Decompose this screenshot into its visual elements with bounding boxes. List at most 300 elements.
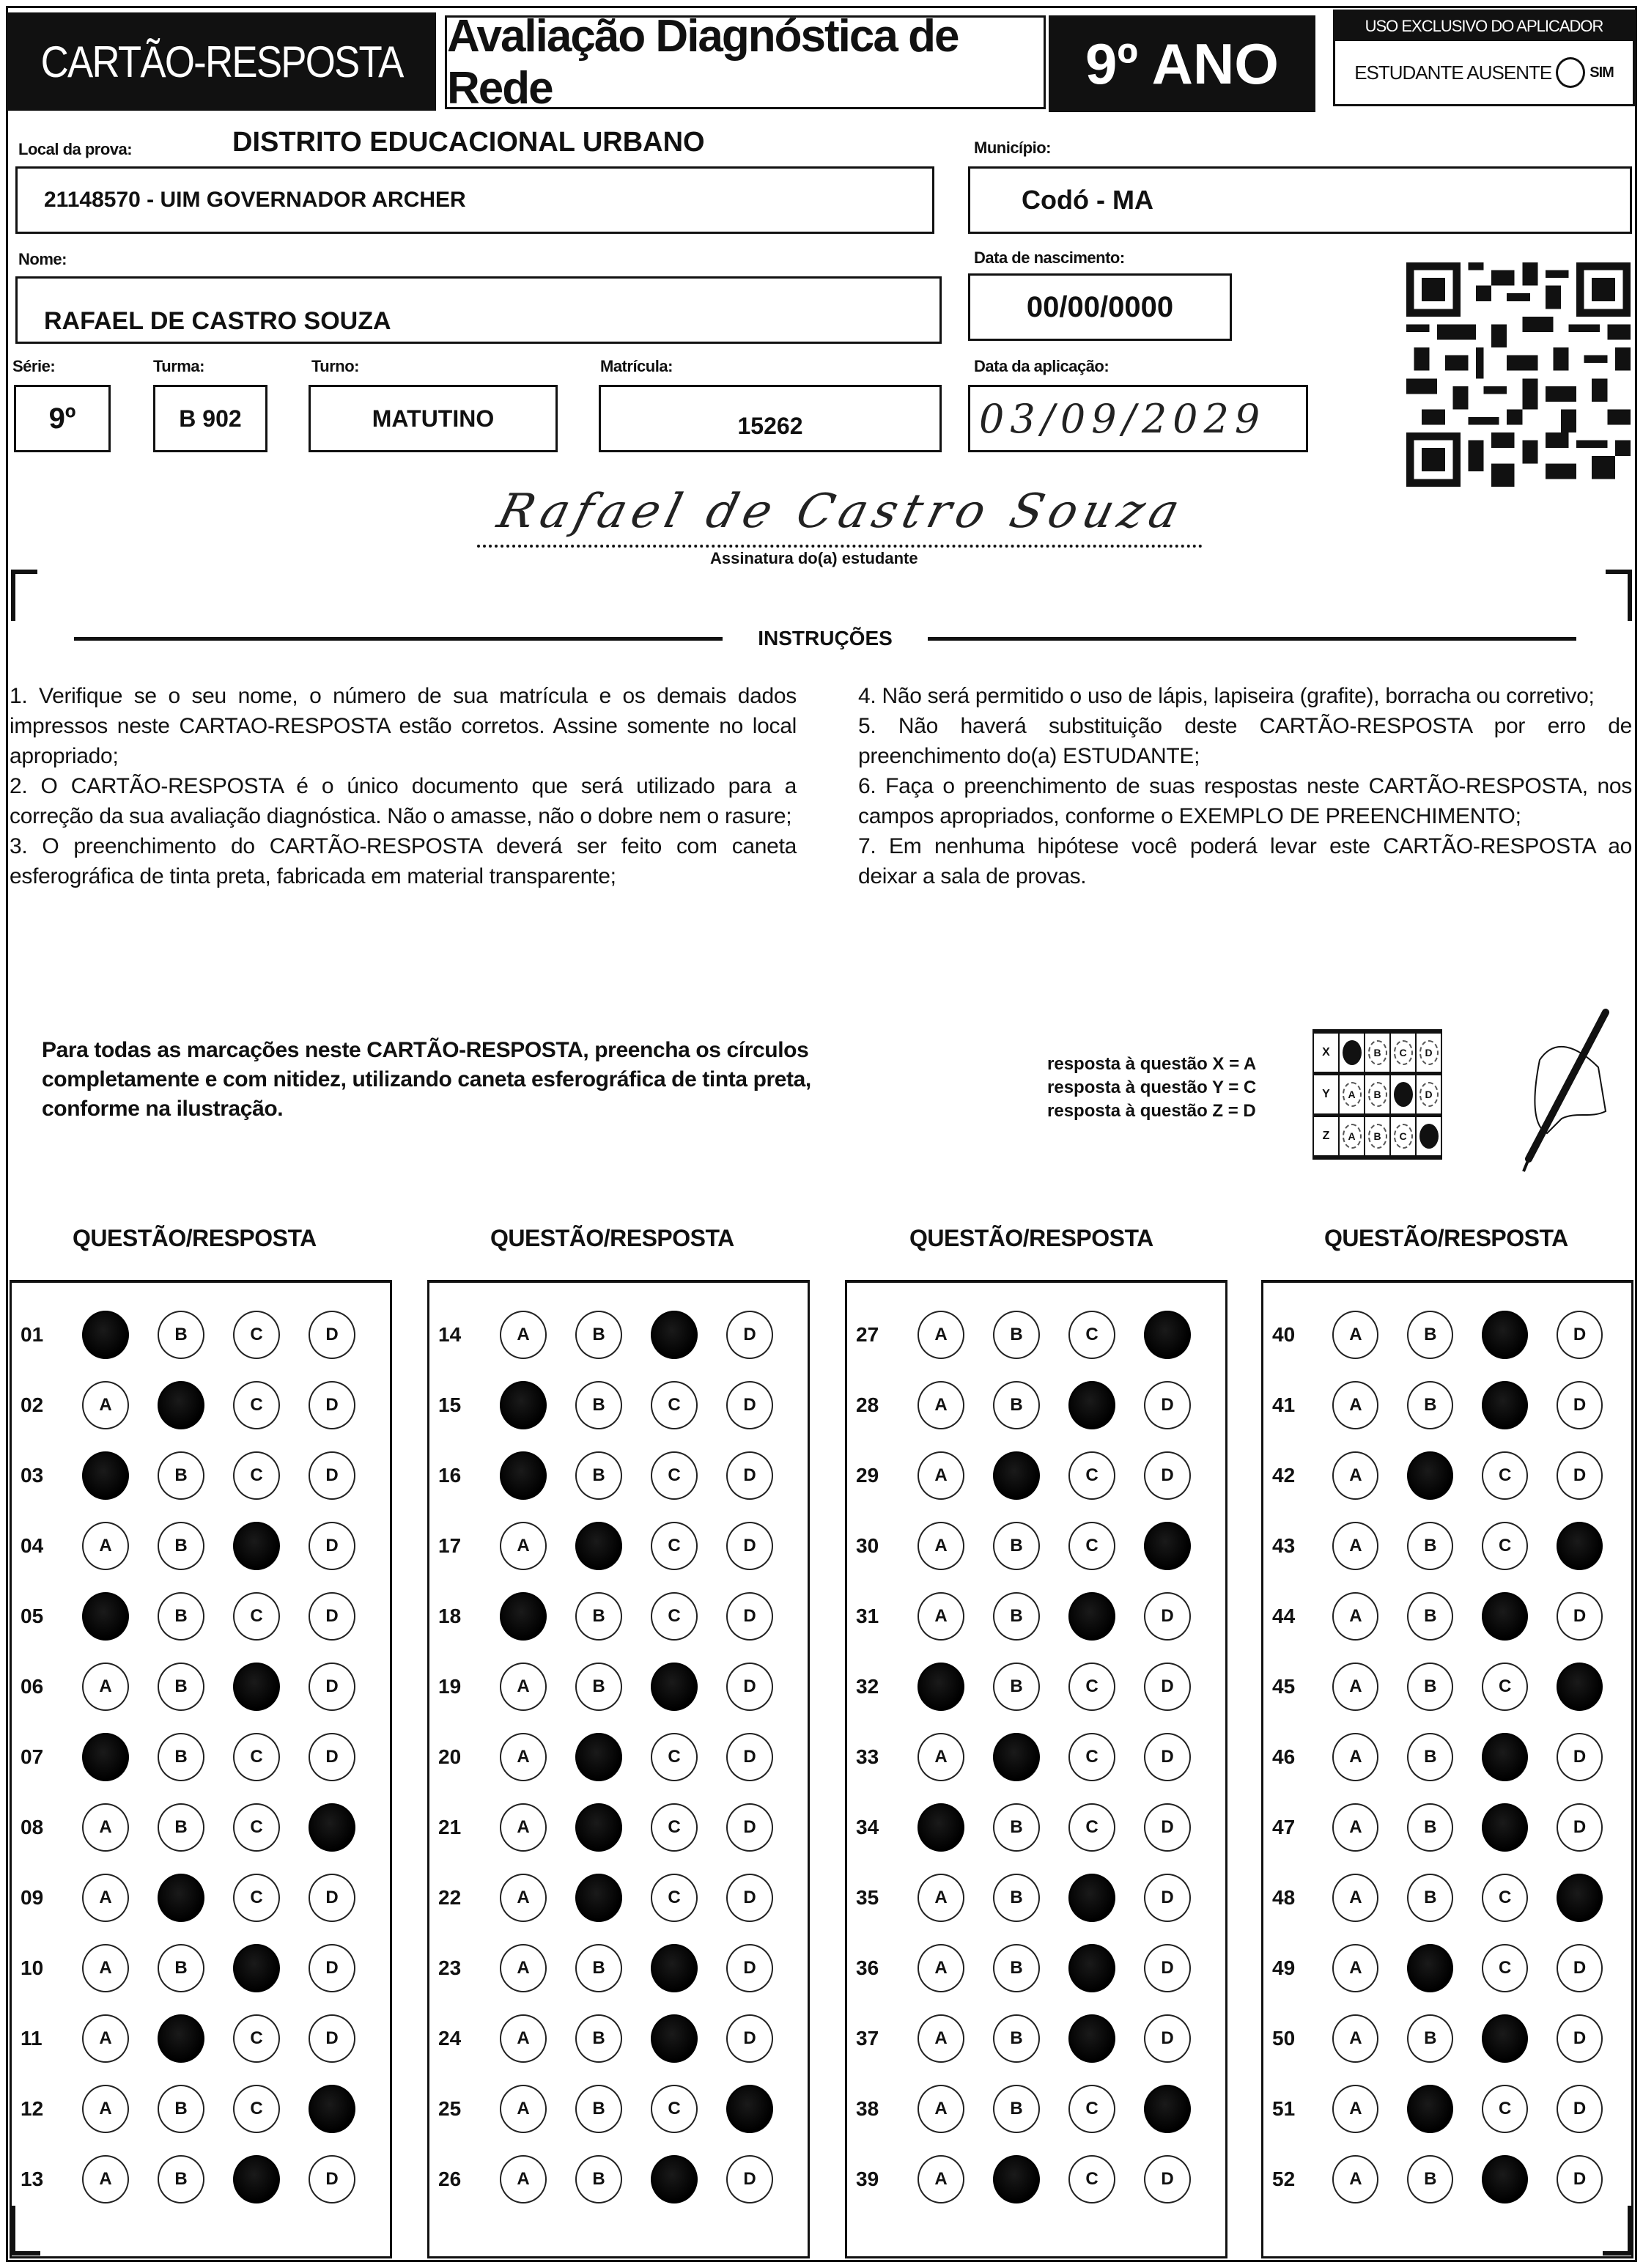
answer-bubble-d[interactable]: D [1557, 1451, 1603, 1500]
answer-bubble-a[interactable]: A [500, 2014, 547, 2063]
hand-pencil-icon [1510, 1009, 1613, 1177]
answer-bubble-c[interactable]: C [1482, 1522, 1528, 1570]
answer-bubble-b[interactable]: B [158, 2085, 204, 2133]
answer-bubble-c[interactable]: C [1482, 2085, 1528, 2133]
answer-bubble-d[interactable]: D [309, 1522, 355, 1570]
answer-bubble-c[interactable]: C [233, 1592, 280, 1641]
example-row [1312, 1113, 1442, 1155]
answer-bubble-a[interactable]: A [500, 2155, 547, 2203]
example-bubble-a: A [1343, 1082, 1362, 1107]
answer-bubble-d[interactable]: D [1557, 2014, 1603, 2063]
answer-bubble-d[interactable]: D [1557, 2085, 1603, 2133]
answer-bubble-b[interactable] [575, 1522, 622, 1570]
application-date-field: 03/09/2029 [968, 385, 1308, 452]
question-number: 01 [21, 1323, 44, 1346]
signature-area[interactable] [477, 485, 1203, 572]
answer-bubble-b[interactable] [158, 1381, 204, 1429]
example-cell [1340, 1117, 1365, 1155]
question-row [1263, 1733, 1631, 1781]
answer-bubble-c[interactable]: C [1068, 1311, 1115, 1359]
class-label: Turma: [153, 357, 204, 375]
answer-bubble-a[interactable] [82, 1592, 129, 1641]
answer-bubble-d[interactable]: D [309, 1311, 355, 1359]
example-cell [1391, 1117, 1417, 1155]
answer-bubble-a[interactable]: A [1332, 1311, 1378, 1359]
answer-bubble-d[interactable] [726, 2085, 773, 2133]
answer-bubble-b[interactable]: B [1407, 2014, 1453, 2063]
answer-bubble-d[interactable]: D [1144, 1733, 1191, 1781]
question-row [1263, 2014, 1631, 2063]
answer-bubble-c[interactable]: C [651, 1733, 698, 1781]
answer-bubble-b[interactable]: B [158, 1944, 204, 1992]
answer-bubble-b[interactable]: B [158, 1592, 204, 1641]
answer-bubble-b[interactable] [158, 2014, 204, 2063]
example-row [1312, 1034, 1442, 1072]
answer-bubble-a[interactable]: A [500, 1944, 547, 1992]
question-row [12, 1663, 390, 1711]
answer-bubble-b[interactable] [993, 1451, 1040, 1500]
answer-bubble-d[interactable]: D [726, 2155, 773, 2203]
answer-bubble-d[interactable]: D [309, 1663, 355, 1711]
answer-bubble-c[interactable] [1482, 1381, 1528, 1429]
example-cell [1417, 1117, 1442, 1155]
answer-bubble-b[interactable]: B [1407, 1803, 1453, 1852]
answer-bubble-d[interactable]: D [1557, 1733, 1603, 1781]
answer-bubble-c[interactable] [1482, 2155, 1528, 2203]
answer-bubble-b[interactable]: B [575, 2155, 622, 2203]
question-number: 23 [438, 1956, 462, 1979]
example-bubble-c: C [1394, 1040, 1413, 1065]
answer-bubble-b[interactable]: B [993, 1874, 1040, 1922]
answer-bubble-a[interactable] [918, 1663, 964, 1711]
instructions-heading [74, 624, 1576, 653]
answer-bubble-b[interactable]: B [158, 1451, 204, 1500]
answer-bubble-a[interactable]: A [500, 1733, 547, 1781]
answer-bubble-a[interactable]: A [500, 1874, 547, 1922]
answer-bubble-c[interactable]: C [1482, 1944, 1528, 1992]
answer-bubble-b[interactable]: B [993, 1944, 1040, 1992]
answer-bubble-a[interactable] [500, 1451, 547, 1500]
answer-bubble-c[interactable] [233, 2155, 280, 2203]
question-row [12, 1733, 390, 1781]
answer-bubble-a[interactable]: A [82, 2014, 129, 2063]
answer-bubble-a[interactable]: A [1332, 2014, 1378, 2063]
answer-bubble-c[interactable]: C [651, 1803, 698, 1852]
answer-bubble-b[interactable]: B [1407, 1663, 1453, 1711]
question-number: 47 [1272, 1816, 1296, 1838]
question-row [1263, 1874, 1631, 1922]
answer-bubble-c[interactable]: C [233, 1874, 280, 1922]
answer-bubble-a[interactable]: A [1332, 1381, 1378, 1429]
answer-bubble-a[interactable]: A [918, 1451, 964, 1500]
example-cell [1365, 1034, 1391, 1072]
question-number: 21 [438, 1816, 462, 1838]
question-row [12, 1381, 390, 1429]
series-field: 9º [14, 385, 111, 452]
enrollment-label: Matrícula: [600, 357, 673, 375]
answer-bubble-d[interactable]: D [726, 1522, 773, 1570]
question-row [847, 2014, 1225, 2063]
answer-bubble-c[interactable] [1482, 1803, 1528, 1852]
answer-bubble-c[interactable]: C [233, 1803, 280, 1852]
answer-bubble-d[interactable] [1144, 1522, 1191, 1570]
answer-bubble-c[interactable]: C [1068, 1733, 1115, 1781]
example-legend [1047, 1053, 1256, 1123]
answer-bubble-a[interactable]: A [918, 1522, 964, 1570]
question-number: 49 [1272, 1956, 1296, 1979]
answer-bubble-c[interactable]: C [651, 1592, 698, 1641]
answer-bubble-b[interactable] [1407, 1451, 1453, 1500]
name-label: Nome: [18, 250, 67, 268]
answer-bubble-b[interactable] [1407, 1944, 1453, 1992]
example-cell [1417, 1034, 1442, 1072]
answer-bubble-b[interactable]: B [993, 1381, 1040, 1429]
answer-bubble-b[interactable] [158, 1874, 204, 1922]
answer-bubble-c[interactable]: C [651, 1381, 698, 1429]
answer-bubble-b[interactable]: B [575, 1663, 622, 1711]
answer-bubble-a[interactable]: A [918, 1874, 964, 1922]
question-row [429, 1311, 808, 1359]
answer-bubble-c[interactable]: C [233, 1381, 280, 1429]
signature-label: Assinatura do(a) estudante [710, 549, 918, 567]
answer-bubble-d[interactable]: D [726, 1663, 773, 1711]
answer-bubble-c[interactable]: C [233, 1733, 280, 1781]
answer-bubble-b[interactable]: B [1407, 1381, 1453, 1429]
answer-bubble-d[interactable]: D [309, 2014, 355, 2063]
absent-label: ESTUDANTE AUSENTE [1354, 61, 1552, 84]
answer-bubble-d[interactable]: D [726, 1381, 773, 1429]
answer-bubble-c[interactable] [1482, 1311, 1528, 1359]
question-number: 04 [21, 1534, 44, 1557]
answer-bubble-c[interactable] [1068, 1592, 1115, 1641]
answer-bubble-a[interactable]: A [918, 1311, 964, 1359]
enrollment-field: 15262 [599, 385, 942, 452]
answer-bubble-d[interactable]: D [1557, 1381, 1603, 1429]
answer-bubble-c[interactable]: C [1068, 1803, 1115, 1852]
answer-bubble-d[interactable]: D [726, 1733, 773, 1781]
answer-bubble-d[interactable] [309, 1803, 355, 1852]
answer-bubble-c[interactable]: C [1068, 2085, 1115, 2133]
example-bubble-d [1419, 1124, 1439, 1149]
answer-bubble-d[interactable]: D [1144, 1803, 1191, 1852]
answer-bubble-a[interactable]: A [82, 2085, 129, 2133]
question-number: 40 [1272, 1323, 1296, 1346]
shift-label: Turno: [311, 357, 360, 375]
example-row-label: Z [1314, 1117, 1340, 1155]
answer-column-4 [1261, 1280, 1633, 2258]
answer-bubble-d[interactable]: D [1557, 1592, 1603, 1641]
question-number: 19 [438, 1675, 462, 1698]
answer-bubble-c[interactable] [233, 1522, 280, 1570]
answer-bubble-b[interactable] [575, 1733, 622, 1781]
answer-bubble-b[interactable]: B [158, 2155, 204, 2203]
answer-bubble-b[interactable] [993, 2155, 1040, 2203]
answer-bubble-a[interactable]: A [500, 1803, 547, 1852]
answer-bubble-b[interactable]: B [575, 2085, 622, 2133]
example-cell [1340, 1034, 1365, 1072]
answer-bubble-d[interactable]: D [726, 1592, 773, 1641]
question-number: 07 [21, 1745, 44, 1768]
question-row [1263, 2155, 1631, 2203]
answer-bubble-c[interactable] [1068, 1874, 1115, 1922]
answer-bubble-d[interactable]: D [1144, 1944, 1191, 1992]
answer-bubble-c[interactable]: C [651, 1451, 698, 1500]
answer-bubble-c[interactable] [651, 1663, 698, 1711]
answer-bubble-a[interactable]: A [82, 2155, 129, 2203]
answer-bubble-c[interactable] [651, 2155, 698, 2203]
series-label: Série: [12, 357, 56, 375]
answer-bubble-a[interactable]: A [82, 1663, 129, 1711]
answer-bubble-c[interactable]: C [1068, 1663, 1115, 1711]
answer-bubble-a[interactable]: A [500, 1663, 547, 1711]
answer-bubble-a[interactable]: A [82, 1381, 129, 1429]
corner-mark-top-left-v [11, 570, 15, 621]
absent-option-label: SIM [1590, 64, 1614, 81]
answer-bubble-c[interactable]: C [1068, 2155, 1115, 2203]
answer-bubble-b[interactable]: B [1407, 1311, 1453, 1359]
answer-bubble-d[interactable]: D [1144, 1663, 1191, 1711]
answer-bubble-d[interactable]: D [726, 1451, 773, 1500]
answer-bubble-a[interactable] [82, 1311, 129, 1359]
question-number: 15 [438, 1393, 462, 1416]
answer-bubble-d[interactable] [309, 2085, 355, 2133]
answer-bubble-c[interactable]: C [651, 1874, 698, 1922]
answer-bubble-d[interactable]: D [726, 1874, 773, 1922]
answer-bubble-a[interactable] [500, 1592, 547, 1641]
answer-bubble-c[interactable]: C [233, 1311, 280, 1359]
answer-bubble-b[interactable]: B [993, 1663, 1040, 1711]
question-number: 35 [856, 1886, 879, 1909]
answer-bubble-b[interactable]: B [575, 1311, 622, 1359]
answer-bubble-b[interactable]: B [993, 1311, 1040, 1359]
question-number: 11 [21, 2027, 43, 2050]
answer-bubble-b[interactable]: B [1407, 1874, 1453, 1922]
answer-bubble-a[interactable]: A [500, 1522, 547, 1570]
question-row [847, 1944, 1225, 1992]
instruction-item: 5. Não haverá substituição deste CARTÃO-RESPOSTA por erro de preenchimento do(a) ESTUDANTE; [858, 714, 1632, 768]
answer-bubble-a[interactable]: A [1332, 1592, 1378, 1641]
instruction-item: 4. Não será permitido o uso de lápis, lapiseira (grafite), borracha ou corretivo; [858, 684, 1595, 708]
answer-bubble-a[interactable]: A [1332, 1451, 1378, 1500]
answer-bubble-b[interactable] [575, 1874, 622, 1922]
answer-bubble-d[interactable]: D [1144, 1592, 1191, 1641]
answer-bubble-d[interactable]: D [1144, 2155, 1191, 2203]
answer-bubble-d[interactable]: D [309, 2155, 355, 2203]
answer-bubble-c[interactable] [1068, 1381, 1115, 1429]
answer-bubble-c[interactable]: C [233, 1451, 280, 1500]
answer-bubble-d[interactable]: D [1144, 2014, 1191, 2063]
answer-bubble-a[interactable]: A [918, 1592, 964, 1641]
answer-bubble-c[interactable]: C [1068, 1522, 1115, 1570]
answer-bubble-d[interactable]: D [726, 1944, 773, 1992]
answer-bubble-c[interactable] [1482, 2014, 1528, 2063]
question-row [1263, 1803, 1631, 1852]
answer-bubble-b[interactable]: B [1407, 1522, 1453, 1570]
answer-bubble-d[interactable]: D [309, 1381, 355, 1429]
answer-bubble-c[interactable]: C [233, 2014, 280, 2063]
question-row [12, 2014, 390, 2063]
answer-bubble-c[interactable]: C [651, 1522, 698, 1570]
question-row [12, 2085, 390, 2133]
question-number: 16 [438, 1464, 462, 1487]
answer-bubble-d[interactable]: D [309, 1733, 355, 1781]
answer-bubble-a[interactable]: A [82, 1803, 129, 1852]
answer-bubble-a[interactable]: A [82, 1874, 129, 1922]
answer-bubble-c[interactable] [1482, 1733, 1528, 1781]
answer-bubble-a[interactable]: A [918, 1944, 964, 1992]
answer-bubble-d[interactable]: D [309, 1874, 355, 1922]
answer-bubble-b[interactable]: B [158, 1311, 204, 1359]
instruction-item: 7. Em nenhuma hipótese você poderá levar este CARTÃO-RESPOSTA ao deixar a sala de provas. [858, 834, 1632, 888]
answer-bubble-b[interactable]: B [158, 1733, 204, 1781]
question-number: 10 [21, 1956, 44, 1979]
question-row [847, 1522, 1225, 1570]
answer-bubble-d[interactable]: D [726, 1311, 773, 1359]
example-legend-item: resposta à questão Z = D [1047, 1101, 1256, 1121]
answer-bubble-a[interactable]: A [1332, 1944, 1378, 1992]
example-bubble-c: C [1394, 1124, 1413, 1149]
answer-bubble-a[interactable]: A [1332, 2085, 1378, 2133]
answer-bubble-a[interactable]: A [918, 2155, 964, 2203]
answer-bubble-d[interactable]: D [726, 1803, 773, 1852]
answer-bubble-b[interactable]: B [575, 1451, 622, 1500]
answer-bubble-c[interactable]: C [1068, 1451, 1115, 1500]
answer-bubble-a[interactable] [82, 1733, 129, 1781]
answer-bubble-c[interactable] [651, 1944, 698, 1992]
answer-bubble-d[interactable]: D [726, 2014, 773, 2063]
answer-bubble-d[interactable] [1557, 1874, 1603, 1922]
answer-bubble-d[interactable] [1557, 1663, 1603, 1711]
answer-bubble-d[interactable] [1144, 1311, 1191, 1359]
question-number: 52 [1272, 2168, 1296, 2190]
question-number: 28 [856, 1393, 879, 1416]
example-cell [1365, 1117, 1391, 1155]
answer-bubble-b[interactable] [575, 1803, 622, 1852]
answer-bubble-d[interactable]: D [1557, 1803, 1603, 1852]
answer-bubble-b[interactable]: B [993, 1522, 1040, 1570]
question-row [12, 1944, 390, 1992]
question-number: 34 [856, 1816, 879, 1838]
column-title: QUESTÃO/RESPOSTA [490, 1225, 734, 1251]
answer-bubble-b[interactable]: B [575, 1381, 622, 1429]
answer-bubble-b[interactable] [1407, 2085, 1453, 2133]
answer-bubble-a[interactable] [500, 1381, 547, 1429]
question-row [429, 2014, 808, 2063]
answer-bubble-d[interactable]: D [1557, 1311, 1603, 1359]
answer-bubble-b[interactable]: B [575, 1944, 622, 1992]
absent-radio[interactable] [1556, 57, 1585, 88]
answer-bubble-a[interactable]: A [918, 1381, 964, 1429]
answer-bubble-d[interactable]: D [1557, 1944, 1603, 1992]
answer-bubble-d[interactable]: D [309, 1451, 355, 1500]
answer-bubble-a[interactable]: A [500, 1311, 547, 1359]
question-number: 27 [856, 1323, 879, 1346]
answer-bubble-c[interactable] [651, 2014, 698, 2063]
signature-line [477, 545, 1203, 548]
example-row-label: X [1314, 1034, 1340, 1072]
answer-bubble-b[interactable]: B [1407, 2155, 1453, 2203]
answer-bubble-b[interactable] [993, 1733, 1040, 1781]
answer-bubble-b[interactable]: B [993, 2014, 1040, 2063]
answer-bubble-c[interactable] [1068, 1944, 1115, 1992]
question-number: 05 [21, 1605, 44, 1627]
question-number: 22 [438, 1886, 462, 1909]
answer-bubble-a[interactable]: A [1332, 1663, 1378, 1711]
question-number: 02 [21, 1393, 44, 1416]
answer-bubble-b[interactable]: B [1407, 1592, 1453, 1641]
answer-bubble-a[interactable]: A [500, 2085, 547, 2133]
answer-bubble-b[interactable]: B [158, 1522, 204, 1570]
answer-bubble-a[interactable]: A [1332, 2155, 1378, 2203]
example-legend-item: resposta à questão X = A [1047, 1054, 1257, 1074]
answer-bubble-c[interactable] [1482, 1592, 1528, 1641]
answer-bubble-c[interactable]: C [233, 2085, 280, 2133]
name-field: RAFAEL DE CASTRO SOUZA [15, 276, 942, 344]
answer-bubble-c[interactable] [1068, 2014, 1115, 2063]
answer-bubble-a[interactable] [82, 1451, 129, 1500]
answer-bubble-d[interactable]: D [1144, 1874, 1191, 1922]
answer-bubble-b[interactable]: B [993, 1803, 1040, 1852]
answer-bubble-b[interactable]: B [158, 1663, 204, 1711]
answer-bubble-b[interactable]: B [993, 1592, 1040, 1641]
answer-bubble-c[interactable] [233, 1663, 280, 1711]
instructions-title: INSTRUÇÕES [758, 627, 893, 649]
answer-bubble-a[interactable]: A [82, 1944, 129, 1992]
question-number: 24 [438, 2027, 462, 2050]
answer-bubble-a[interactable]: A [918, 2014, 964, 2063]
answer-bubble-c[interactable]: C [1482, 1663, 1528, 1711]
answer-bubble-c[interactable] [651, 1311, 698, 1359]
answer-bubble-d[interactable]: D [309, 1944, 355, 1992]
question-number: 32 [856, 1675, 879, 1698]
answer-bubble-d[interactable] [1557, 1522, 1603, 1570]
question-row [1263, 1451, 1631, 1500]
example-row [1312, 1072, 1442, 1113]
answer-bubble-c[interactable]: C [1482, 1451, 1528, 1500]
question-row [847, 1874, 1225, 1922]
answer-bubble-b[interactable]: B [158, 1803, 204, 1852]
answer-bubble-b[interactable]: B [575, 2014, 622, 2063]
answer-bubble-c[interactable]: C [1482, 1874, 1528, 1922]
answer-bubble-d[interactable] [1144, 2085, 1191, 2133]
card-title-banner [8, 12, 436, 111]
answer-bubble-a[interactable]: A [1332, 1733, 1378, 1781]
answer-bubble-a[interactable]: A [82, 1522, 129, 1570]
answer-bubble-b[interactable]: B [575, 1592, 622, 1641]
answer-bubble-c[interactable] [233, 1944, 280, 1992]
answer-bubble-d[interactable]: D [1144, 1451, 1191, 1500]
answer-bubble-d[interactable]: D [1144, 1381, 1191, 1429]
answer-bubble-d[interactable]: D [309, 1592, 355, 1641]
question-number: 06 [21, 1675, 44, 1698]
corner-mark-top-right-v [1628, 570, 1632, 621]
question-row [12, 2155, 390, 2203]
answer-bubble-a[interactable]: A [918, 1733, 964, 1781]
answer-bubble-a[interactable]: A [1332, 1803, 1378, 1852]
answer-bubble-b[interactable]: B [1407, 1733, 1453, 1781]
municipality-label: Município: [974, 139, 1051, 157]
answer-bubble-a[interactable]: A [918, 2085, 964, 2133]
answer-bubble-c[interactable]: C [651, 2085, 698, 2133]
answer-bubble-a[interactable] [918, 1803, 964, 1852]
answer-bubble-d[interactable]: D [1557, 2155, 1603, 2203]
birth-date-label: Data de nascimento: [974, 248, 1125, 267]
answer-bubble-a[interactable]: A [1332, 1522, 1378, 1570]
answer-bubble-a[interactable]: A [1332, 1874, 1378, 1922]
answer-bubble-b[interactable]: B [993, 2085, 1040, 2133]
question-row [429, 1733, 808, 1781]
question-number: 41 [1272, 1393, 1296, 1416]
